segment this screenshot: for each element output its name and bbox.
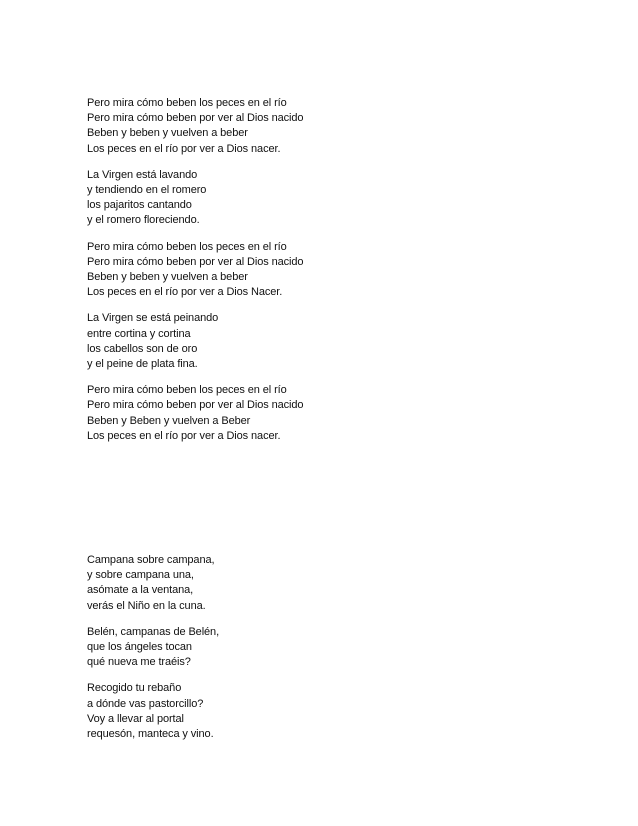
- lyric-line: La Virgen está lavando: [87, 168, 198, 181]
- lyric-line: Pero mira cómo beben los peces en el río: [87, 97, 287, 109]
- stanza: [87, 553, 567, 614]
- lyric-line: Los peces en el río por ver a Dios nacer.: [87, 429, 281, 442]
- lyric-line: los cabellos son de oro: [87, 342, 198, 355]
- stanza: [87, 681, 567, 742]
- lyric-line: Voy a llevar al portal: [87, 712, 184, 725]
- lyric-line: Pero mira cómo beben por ver al Dios nacido: [87, 399, 304, 412]
- lyric-line: y el romero floreciendo.: [87, 214, 200, 227]
- stanza: [87, 625, 567, 671]
- lyric-line: Los peces en el río por ver a Dios Nacer.: [87, 286, 283, 299]
- lyric-line: los pajaritos cantando: [87, 199, 192, 212]
- lyric-line: Pero mira cómo beben los peces en el río: [87, 240, 287, 253]
- lyric-line: entre cortina y cortina: [87, 327, 191, 340]
- lyric-line: Pero mira cómo beben por ver al Dios nacido: [87, 255, 304, 268]
- lyric-line: Beben y beben y vuelven a beber: [87, 127, 248, 140]
- lyric-line: y sobre campana una,: [87, 569, 194, 582]
- lyric-line: a dónde vas pastorcillo?: [87, 697, 204, 710]
- lyric-line: verás el Niño en la cuna.: [87, 599, 206, 612]
- lyric-line: Campana sobre campana,: [87, 554, 215, 566]
- lyric-line: requesón, manteca y vino.: [87, 728, 214, 741]
- lyric-line: que los ángeles tocan: [87, 641, 192, 654]
- lyric-line: Belén, campanas de Belén,: [87, 625, 220, 638]
- lyric-line: asómate a la ventana,: [87, 584, 194, 597]
- song-1-lyrics: [87, 96, 567, 455]
- stanza: [87, 168, 567, 229]
- lyric-line: Beben y beben y vuelven a beber: [87, 271, 248, 284]
- lyric-line: Pero mira cómo beben los peces en el río: [87, 384, 287, 397]
- lyric-line: La Virgen se está peinando: [87, 312, 219, 325]
- lyric-line: Los peces en el río por ver a Dios nacer.: [87, 142, 281, 155]
- lyric-line: Pero mira cómo beben por ver al Dios nacido: [87, 112, 304, 125]
- lyric-line: y tendiendo en el romero: [87, 184, 207, 197]
- stanza: [87, 240, 567, 301]
- lyric-line: Beben y Beben y vuelven a Beber: [87, 414, 251, 427]
- stanza: [87, 96, 567, 157]
- lyric-line: qué nueva me traéis?: [87, 656, 191, 669]
- lyric-line: y el peine de plata fina.: [87, 358, 198, 371]
- song-2-lyrics: [87, 553, 567, 753]
- stanza: [87, 383, 567, 444]
- stanza: [87, 311, 567, 372]
- lyric-line: Recogido tu rebaño: [87, 682, 182, 695]
